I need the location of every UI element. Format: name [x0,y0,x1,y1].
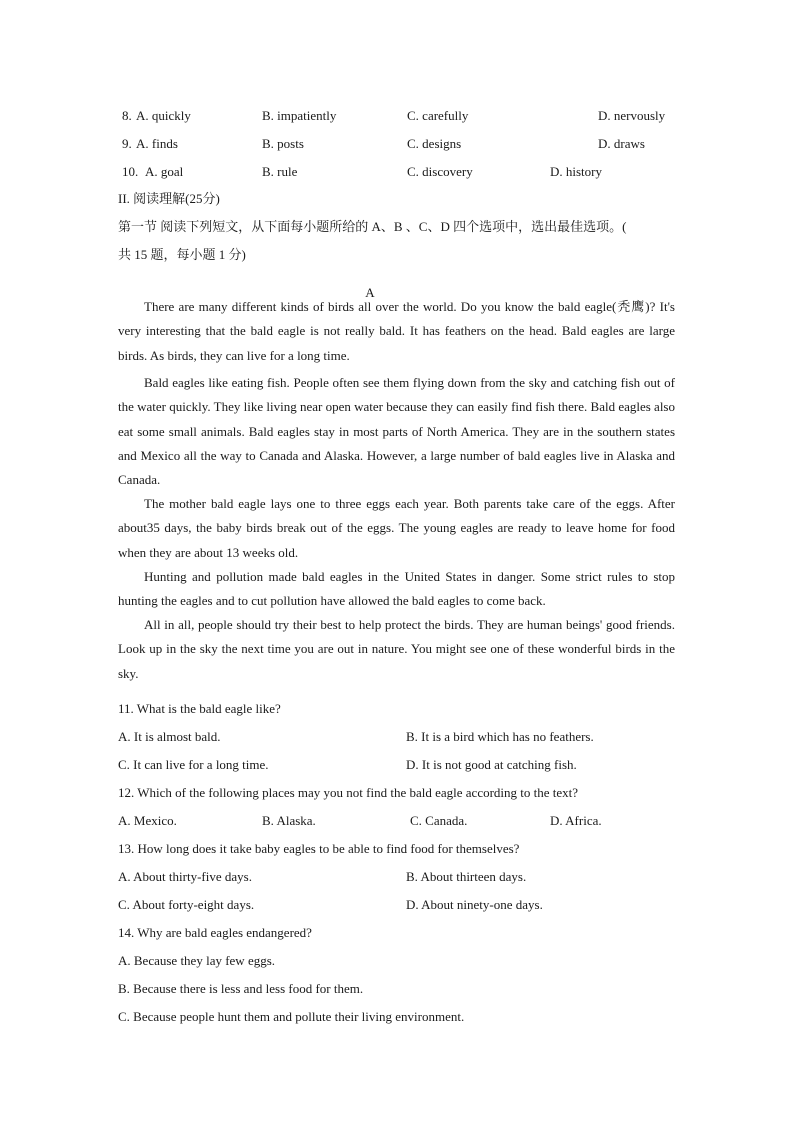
question-14-option-c: C. Because people hunt them and pollute their living environment. [118,1009,465,1024]
question-13-option-b: B. About thirteen days. [406,869,527,884]
question-11-option-b: B. It is a bird which has no feathers. [406,729,594,744]
section-instruction-line1: 第一节 阅读下列短文，从下面每小题所给的 A、B 、C、D 四个选项中，选出最佳选项。( [118,219,627,234]
option-d: D. nervously [598,108,666,123]
question-14-option-a: A. Because they lay few eggs. [118,953,276,968]
question-number: 8. [122,108,132,123]
option-b: B. impatiently [262,108,337,123]
cloze-option-row-8 [0,106,793,126]
option-b: B. posts [262,136,304,151]
passage-paragraph-3: The mother bald eagle lays one to three eggs each year. Both parents take care of the eggs. After about35 days, the baby birds break out of the eggs. The young eagles are ready to leave home for food when they are about 13 weeks old. [118,496,675,560]
question-12-option-b: B. Alaska. [262,813,316,828]
passage-paragraph-1: There are many different kinds of birds all over the world. Do you know the bald eagle(秃鹰)? It's very interesting that the bald eagle is not really bald. It has feathers on the head. Bald eagles are large birds. As birds, they can live for a long time. [118,299,675,363]
question-13-option-a: A. About thirty-five days. [118,869,252,884]
section-instruction-line2: 共 15 题，每小题 1 分) [118,247,246,262]
question-11-stem: 11. What is the bald eagle like? [118,701,281,716]
passage-paragraph-4: Hunting and pollution made bald eagles in the United States in danger. Some strict rules to stop hunting the eagles and to cut pollution have allowed the bald eagles to come back. [118,569,675,609]
option-c: C. discovery [407,164,473,179]
option-a: A. finds [136,136,178,151]
passage-label: A [365,285,375,300]
question-number: 9. [122,136,132,151]
option-d: D. history [550,164,602,179]
question-12-option-a: A. Mexico. [118,813,177,828]
cloze-option-row-9 [0,134,793,154]
question-14-stem: 14. Why are bald eagles endangered? [118,925,312,940]
section-heading: II. 阅读理解(25分) [118,191,220,206]
question-12-stem: 12. Which of the following places may you not find the bald eagle according to the text? [118,785,579,800]
question-13-stem: 13. How long does it take baby eagles to be able to find food for themselves? [118,841,520,856]
question-11-option-d: D. It is not good at catching fish. [406,757,577,772]
option-d: D. draws [598,136,645,151]
option-a: A. quickly [136,108,191,123]
question-13-option-c: C. About forty-eight days. [118,897,255,912]
question-11-option-a: A. It is almost bald. [118,729,221,744]
question-12-option-c: C. Canada. [410,813,468,828]
question-12-option-d: D. Africa. [550,813,602,828]
question-11-option-c: C. It can live for a long time. [118,757,269,772]
option-c: C. carefully [407,108,469,123]
cloze-option-row-10 [0,162,793,182]
question-14-option-b: B. Because there is less and less food for them. [118,981,364,996]
option-b: B. rule [262,164,298,179]
passage-paragraph-5: All in all, people should try their best to help protect the birds. They are human beings' good friends. Look up in the sky the next time you are out in nature. You might see one of these wonderful birds in the sky. [118,617,675,681]
question-number: 10. [122,164,139,179]
option-c: C. designs [407,136,462,151]
passage-paragraph-2: Bald eagles like eating fish. People often see them flying down from the sky and catching fish out of the water quickly. They like living near open water because they can easily find fish there. Bald eagles also eat some small animals. Bald eagles stay in most parts of North America. They are in the southern states and Mexico all the way to Canada and Alaska. However, a large number of bald eagles live in Alaska and Canada. [118,375,675,488]
question-13-option-d: D. About ninety-one days. [406,897,543,912]
option-a: A. goal [145,164,184,179]
